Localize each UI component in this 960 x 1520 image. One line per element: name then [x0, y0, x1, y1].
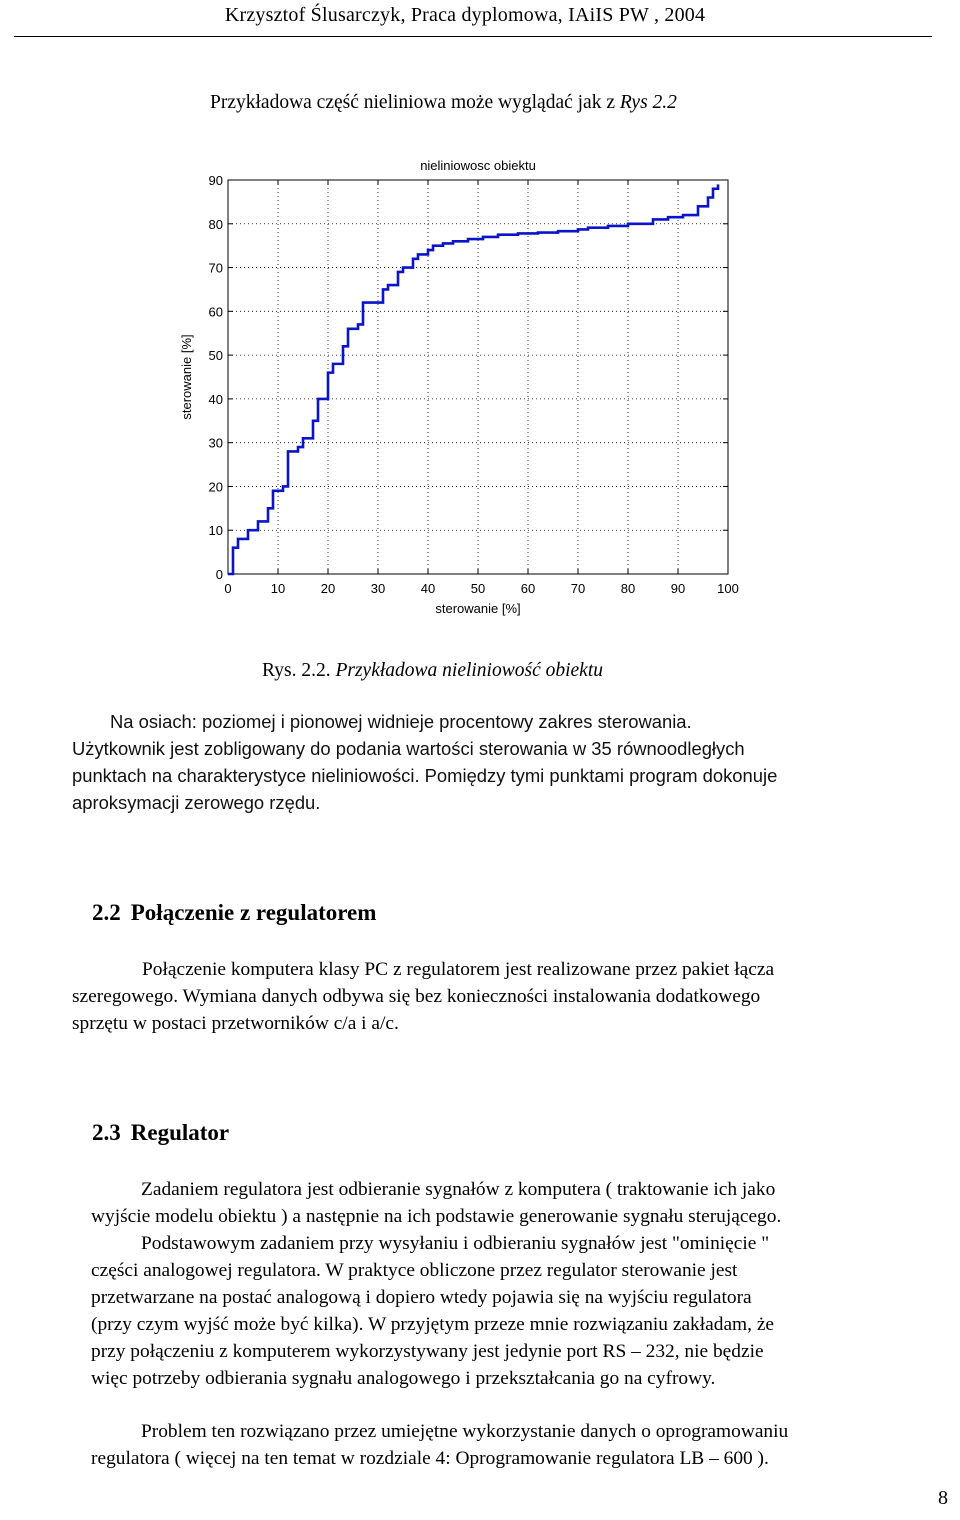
y-tick-label: 0 — [215, 567, 223, 582]
section-title: Regulator — [130, 1120, 230, 1145]
header-text: Krzysztof Ślusarczyk, Praca dyplomowa, IAiIS PW , 2004 — [224, 4, 706, 26]
x-tick-label: 80 — [620, 581, 636, 596]
page-header — [0, 0, 960, 38]
y-tick-label: 30 — [208, 435, 223, 451]
y-tick-label: 20 — [208, 479, 223, 495]
y-tick-label: 70 — [208, 260, 223, 276]
x-tick-label: 70 — [570, 581, 586, 596]
paragraph-line: Problem ten rozwiązano przez umiejętne wykorzystanie danych o oprogramowaniu — [141, 1421, 789, 1442]
section-2-3-paragraph-2 — [91, 1418, 923, 1472]
section-heading-2-2 — [92, 900, 376, 926]
section-2-3-paragraph-1 — [91, 1176, 923, 1392]
paragraph-line: Podstawowym zadaniem przy wysyłaniu i odbieraniu sygnałów jest "ominięcie " — [141, 1233, 770, 1254]
nonlinearity-chart — [170, 150, 770, 630]
page-number: 8 — [938, 1487, 948, 1509]
paragraph-line: (przy czym wyjść może być kilka). W przyjętym przeze mnie rozwiązaniu zakładam, że — [91, 1314, 775, 1335]
intro-text: Przykładowa część nieliniowa może wyglądać jak z — [210, 92, 620, 113]
figure-caption — [262, 660, 603, 682]
paragraph-line: Połączenie komputera klasy PC z regulatorem jest realizowane przez pakiet łącza — [142, 959, 775, 980]
axes-description — [72, 708, 912, 816]
x-tick-label: 20 — [320, 581, 336, 596]
section-2-2-paragraph — [72, 956, 914, 1037]
paragraph-line: Na osiach: poziomej i pionowej widnieje procentowy zakres sterowania. — [110, 711, 692, 732]
x-tick-label: 10 — [270, 581, 286, 596]
chart-title: nieliniowosc obiektu — [420, 158, 536, 173]
paragraph-line: części analogowej regulatora. W praktyce obliczone przez regulator sterowanie jest — [91, 1260, 738, 1281]
paragraph-line: przetwarzane na postać analogową i dopiero wtedy pojawia się na wyjściu regulatora — [91, 1287, 752, 1308]
intro-sentence — [210, 92, 677, 114]
x-tick-label: 60 — [520, 581, 536, 596]
figure — [170, 150, 770, 635]
paragraph-line: Użytkownik jest zobligowany do podania wartości sterowania w 35 równoodległych — [72, 738, 745, 759]
paragraph-line: wyjście modelu obiektu ) a następnie na ich podstawie generowanie sygnału sterującego. — [91, 1206, 782, 1227]
figure-reference: Rys 2.2 — [619, 92, 677, 113]
paragraph-line: szeregowego. Wymiana danych odbywa się bez konieczności instalowania dodatkowego — [72, 986, 761, 1007]
x-tick-label: 100 — [717, 581, 739, 596]
x-tick-label: 30 — [370, 581, 386, 596]
section-number: 2.2 — [92, 900, 121, 925]
paragraph-line: punktach na charakterystyce nieliniowości. Pomiędzy tymi punktami program dokonuje — [72, 765, 778, 786]
section-heading-2-3 — [92, 1120, 229, 1146]
paragraph-line: Zadaniem regulatora jest odbieranie sygnałów z komputera ( traktowanie ich jako — [141, 1179, 776, 1200]
x-axis-label: sterowanie [%] — [435, 601, 521, 616]
section-number: 2.3 — [92, 1120, 121, 1145]
x-tick-label: 40 — [420, 581, 436, 596]
x-tick-label: 90 — [670, 581, 686, 596]
x-tick-label: 50 — [470, 581, 486, 596]
x-tick-label: 0 — [224, 581, 232, 596]
paragraph-line: regulatora ( więcej na ten temat w rozdziale 4: Oprogramowanie regulatora LB – 600 ). — [91, 1448, 769, 1469]
y-tick-label: 60 — [208, 304, 223, 320]
y-tick-label: 80 — [208, 216, 223, 232]
paragraph-line: więc potrzeby odbierania sygnału analogowego i przekształcania go na cyfrowy. — [91, 1368, 716, 1389]
caption-label: Rys. 2.2. — [262, 660, 336, 681]
paragraph-line: przy połączeniu z komputerem wykorzystywany jest jedynie port RS – 232, nie będzie — [91, 1341, 764, 1362]
paragraph-line: aproksymacji zerowego rzędu. — [72, 792, 321, 813]
section-title: Połączenie z regulatorem — [130, 900, 377, 925]
y-tick-label: 90 — [208, 173, 223, 188]
y-tick-label: 40 — [208, 391, 223, 407]
header-rule — [14, 36, 932, 37]
y-tick-label: 50 — [208, 348, 223, 364]
paragraph-line: sprzętu w postaci przetworników c/a i a/c. — [72, 1013, 399, 1034]
y-tick-label: 10 — [208, 523, 223, 539]
y-axis-label: sterowanie [%] — [179, 334, 194, 420]
caption-title: Przykładowa nieliniowość obiektu — [335, 660, 603, 681]
